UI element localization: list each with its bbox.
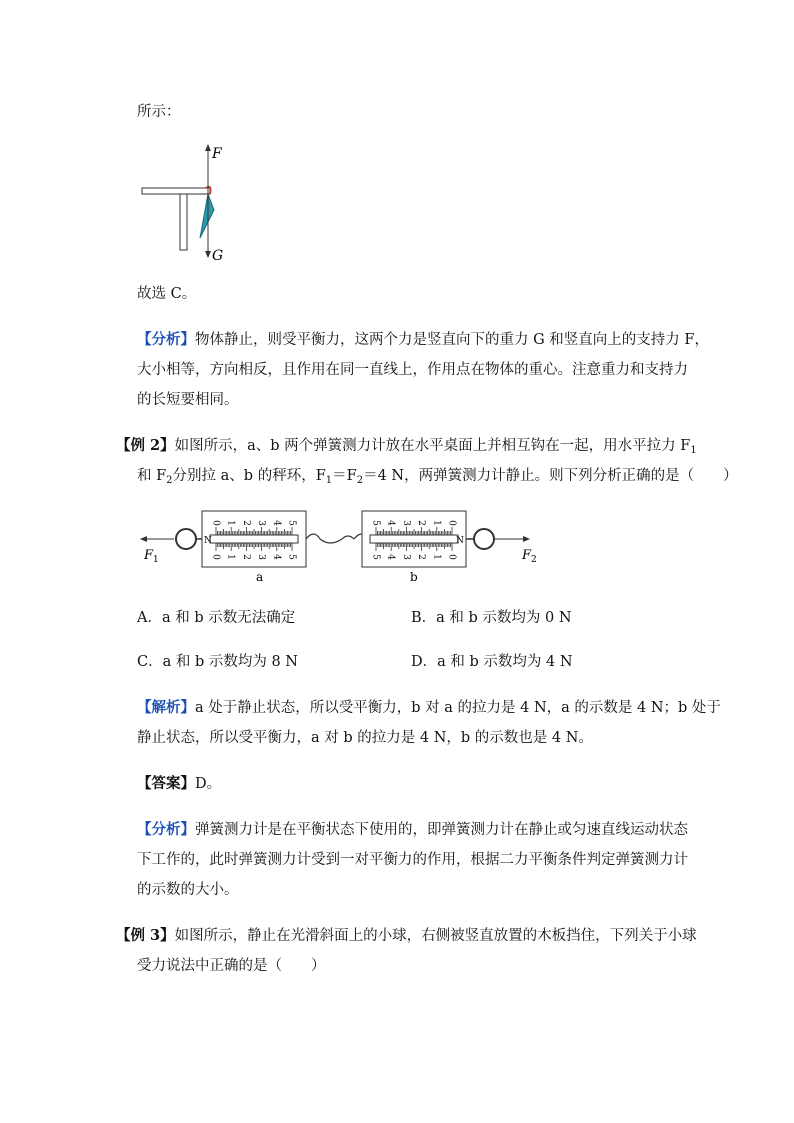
scale-tick-label: 3 — [400, 554, 411, 560]
scale-tick-label: 5 — [286, 554, 297, 560]
analysis2-line1: 【分析】弹簧测力计是在平衡状态下使用的，即弹簧测力计在静止或匀速直线运动状态 — [137, 821, 688, 838]
scale-tick-label: 5 — [286, 520, 297, 526]
analysis2-line3: 的示数的大小。 — [137, 882, 239, 898]
scale-tick-label: 5 — [370, 520, 381, 526]
label-G: G — [212, 248, 224, 264]
label-F1: $F_1$ — [144, 548, 159, 565]
label-F2: $F_2$ — [522, 548, 537, 565]
scale-tick-label: 5 — [370, 554, 381, 560]
intro-text: 所示： — [137, 104, 181, 120]
scale-tick-label: 2 — [416, 554, 427, 560]
scale-tick-label: 3 — [256, 520, 267, 526]
scale-tick-label: 1 — [225, 520, 236, 526]
scale-b-unit: N — [456, 536, 464, 546]
figure-umbrella-forces — [138, 140, 238, 270]
figure-spring-scales — [138, 505, 558, 590]
hook-link — [320, 536, 354, 543]
solution-line2: 静止状态，所以受平衡力，a 对 b 的拉力是 4 N，b 的示数也是 4 N。 — [137, 730, 593, 746]
solution-line1: 【解析】a 处于静止状态，所以受平衡力，b 对 a 的拉力是 4 N，a 的示数是 4 N；b 处于 — [137, 699, 721, 716]
scale-tick-label: 1 — [431, 554, 442, 560]
scale-tick-label: 3 — [400, 520, 411, 526]
scale-tick-label: 2 — [240, 520, 251, 526]
label-b: b — [410, 570, 418, 584]
scale-b-ring — [474, 529, 494, 549]
scale-a-ring — [176, 529, 196, 549]
analysis1-line1: 【分析】物体静止，则受平衡力，这两个力是竖直向下的重力 G 和竖直向上的支持力 F， — [137, 331, 709, 348]
option-a: A．a 和 b 示数无法确定 — [137, 610, 296, 626]
answer-tag: 【答案】 — [137, 775, 195, 792]
analysis-tag: 【分析】 — [137, 331, 195, 348]
option-d: D．a 和 b 示数均为 4 N — [411, 654, 573, 670]
scale-tick-label: 1 — [225, 554, 236, 560]
umbrella-body — [200, 194, 214, 238]
scale-tick-label: 0 — [446, 554, 457, 560]
analysis-tag: 【分析】 — [137, 821, 195, 838]
scale-tick-label: 4 — [271, 554, 282, 560]
example3-tag: 【例 3】 — [116, 927, 175, 944]
scale-tick-label: 2 — [416, 520, 427, 526]
analysis2-line2: 下工作的，此时弹簧测力计受到一对平衡力的作用，根据二力平衡条件判定弹簧测力计 — [137, 852, 688, 868]
scale-tick-label: 4 — [385, 520, 396, 526]
scale-tick-label: 4 — [271, 520, 282, 526]
solution-tag: 【解析】 — [137, 699, 195, 716]
scale-tick-label: 0 — [446, 520, 457, 526]
conclusion-text: 故选 C。 — [137, 286, 197, 302]
option-c: C．a 和 b 示数均为 8 N — [137, 654, 298, 670]
table-top — [142, 188, 210, 194]
scale-tick-label: 2 — [240, 554, 251, 560]
scale-tick-label: 4 — [385, 554, 396, 560]
example2-tag: 【例 2】 — [116, 437, 175, 454]
answer-line: 【答案】D。 — [137, 775, 222, 792]
scale-tick-label: 0 — [210, 554, 221, 560]
analysis1-line2: 大小相等，方向相反，且作用在同一直线上，作用点在物体的重心。注意重力和支持力 — [137, 362, 688, 378]
scale-tick-label: 0 — [210, 520, 221, 526]
scale-a-unit: N — [204, 536, 212, 546]
option-b: B．a 和 b 示数均为 0 N — [411, 610, 572, 626]
analysis1-line3: 的长短要相同。 — [137, 392, 239, 408]
table-leg — [180, 194, 187, 250]
example3-line2: 受力说法中正确的是（ ） — [137, 958, 326, 974]
example2-line2: 和 $F_2$分别拉 a、b 的秤环，$F_1=F_2=4$ N，两弹簧测力计静止。则下列分析正确的是（ ） — [137, 468, 738, 486]
example3-line1: 【例 3】如图所示，静止在光滑斜面上的小球，右侧被竖直放置的木板挡住，下列关于小球 — [116, 927, 697, 944]
label-F: F — [212, 146, 222, 162]
scale-tick-label: 3 — [256, 554, 267, 560]
scale-tick-label: 1 — [431, 520, 442, 526]
example2-line1: 【例 2】如图所示，a、b 两个弹簧测力计放在水平桌面上并相互钩在一起，用水平拉力 $F_1$ — [116, 437, 697, 456]
label-a: a — [256, 570, 264, 584]
